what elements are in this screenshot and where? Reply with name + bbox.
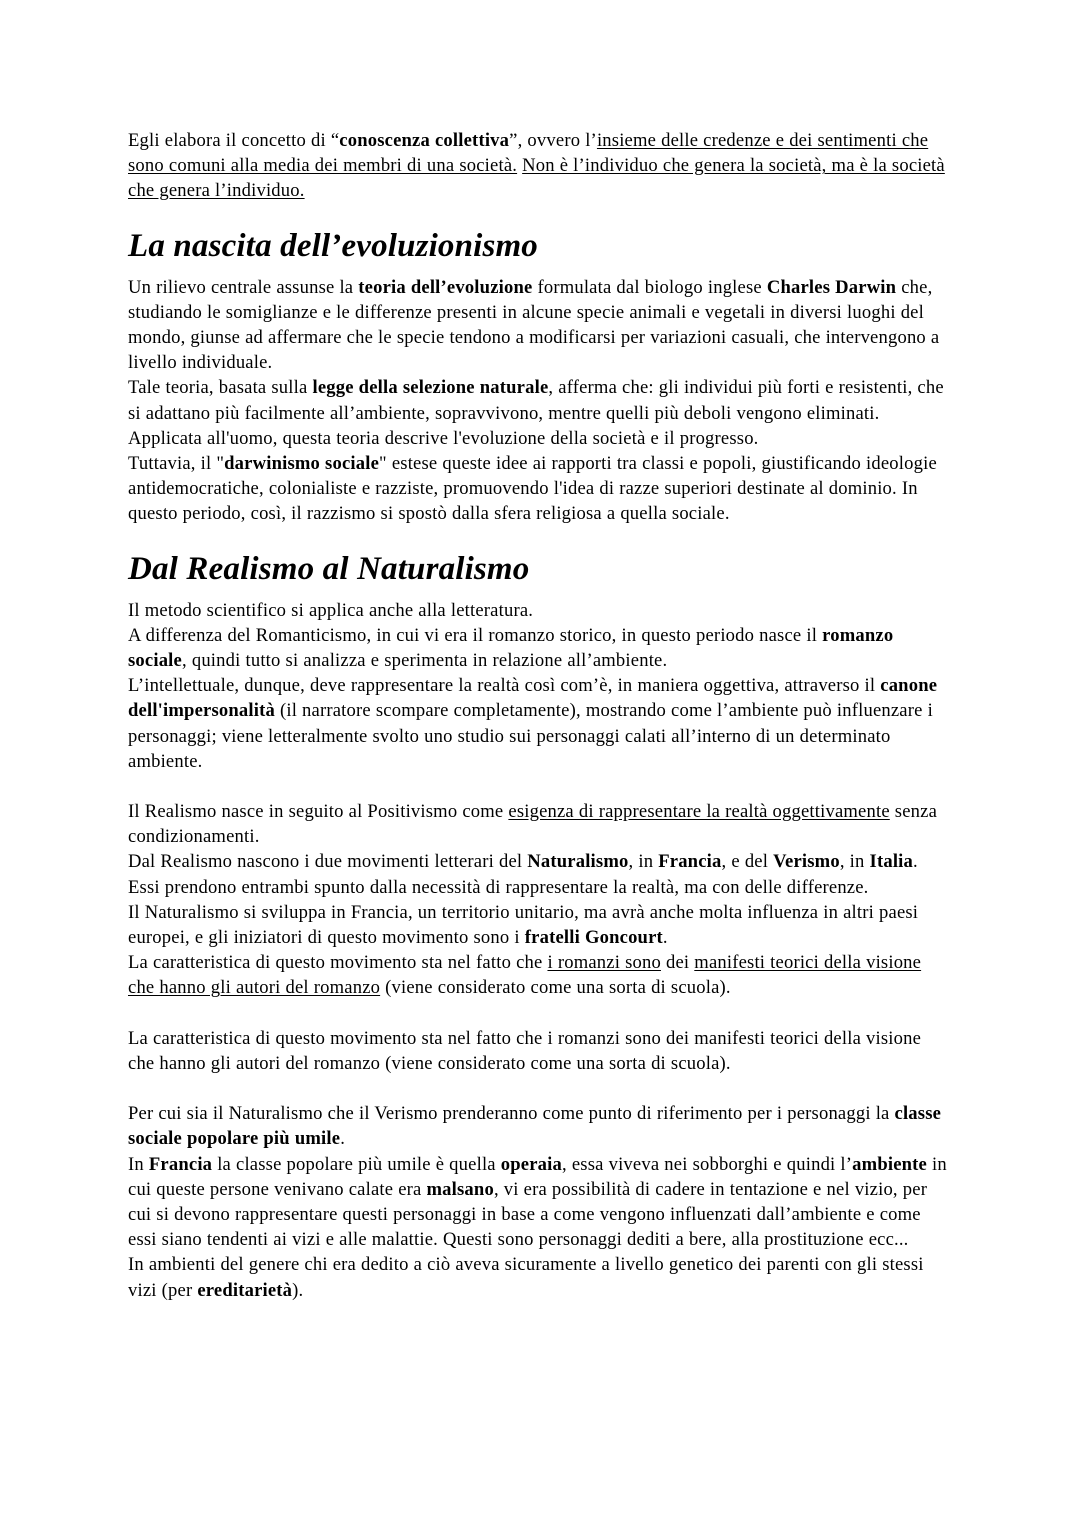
paragraph-gap-3 [128,1076,950,1101]
underlined-insieme-credenze: insieme delle credenze e dei sentimenti che sono comuni alla media dei membri di una società. [128,130,929,177]
bold-term-classe-sociale-popolare: classe sociale popolare più umile [128,1103,942,1150]
impersonalita-paragraph: L’intellettuale, dunque, deve rappresentare la realtà così com’è, in maniera oggettiva, attraverso il canone dell'impersonalità (il narratore scompare completamente), mostrando come l’ambiente può influenzare i personaggi; viene letteralmente svolto uno studio sui personaggi calati all’interno di un determinato ambiente. [128,675,938,772]
manifesti-teorici-paragraph: La caratteristica di questo movimento sta nel fatto che i romanzi sono dei manifesti teorici della visione che hanno gli autori del romanzo (viene considerato come una sorta di scuola). [128,952,922,999]
bold-term-verismo: Verismo [773,851,840,873]
operaia-paragraph: In Francia la classe popolare più umile è quella operaia, essa viveva nei sobborghi e quindi l’ambiente in cui queste persone venivano calate era malsano, vi era possibilità di cadere in tentazione e nel vizio, per cui si devono rappresentare questi personaggi in base a come vengono influenzati dall’ambiente e come essi siano tendenti ai vizi e alle malattie. Questi sono personaggi dediti a bere, alla prostituzione ecc... [128,1153,947,1251]
heading-spacer-bottom [128,266,950,275]
realismo-positivismo-paragraph: Il Realismo nasce in seguito al Positivismo come esigenza di rappresentare la realtà oggettivamente senza condizionamenti. [128,801,938,848]
selezione-naturale-paragraph: Tale teoria, basata sulla legge della selezione naturale, afferma che: gli individui più forti e resistenti, che si adattano più facilmente all’ambiente, sopravvivono, mentre quelli più deboli vengono eliminati. Applicata all'uomo, questa teoria descrive l'evoluzione della società e il progresso. [128,377,944,449]
underlined-i-romanzi-sono: i romanzi sono [547,952,661,974]
bold-term-darwinismo-sociale: darwinismo sociale [224,453,380,475]
metodo-scientifico-paragraph: Il metodo scientifico si applica anche alla letteratura. [128,599,534,621]
bold-term-francia-2: Francia [148,1153,213,1175]
bold-term-francia: Francia [658,851,722,873]
punto-riferimento-paragraph: Per cui sia il Naturalismo che il Verismo prenderanno come punto di riferimento per i personaggi la classe sociale popolare più umile. [128,1103,942,1150]
bold-term-ereditarieta: ereditarietà [197,1279,293,1301]
classi-sociali-paragraph: La caratteristica di questo movimento sta nel fatto che i romanzi sono dei manifesti teorici della visione che hanno gli autori del romanzo (viene considerato come una sorta di scuola). [128,1027,922,1074]
bold-term-italia: Italia [869,851,914,873]
bold-term-operaia: operaia [500,1153,562,1175]
bold-term-conoscenza-collettiva: conoscenza collettiva [339,130,510,151]
intro-paragraph: Egli elabora il concetto di “conoscenza collettiva”, ovvero l’insieme delle credenze e dei sentimenti che sono comuni alla media dei membri di una società. Non è l’individuo che genera la società, ma è la società che genera l’individuo. [128,130,945,202]
heading-nascita-evoluzionismo: La nascita dell’evoluzionismo [128,227,538,264]
bold-term-charles-darwin: Charles Darwin [766,276,897,298]
document-body [128,128,950,1303]
darwinismo-sociale-paragraph: Tuttavia, il "darwinismo sociale" estese queste idee ai rapporti tra classi e popoli, giustificando ideologie antidemocratiche, colonialiste e razziste, promuovendo l'idea di razze superiori destinate al dominio. In questo periodo, così, il razzismo si spostò dalla sfera religiosa a quella sociale. [128,453,937,525]
bold-term-canone-impersonalita: canone dell'impersonalità [128,675,938,722]
underlined-non-e-individuo: Non è l’individuo che genera la società, ma è la società che genera l’individuo. [128,155,945,202]
bold-term-ambiente: ambiente [852,1153,927,1175]
underlined-esigenza-rappresentare: esigenza di rappresentare la realtà oggettivamente [508,801,890,823]
paragraph-gap-2 [128,1001,950,1026]
heading-spacer-top [128,204,950,226]
darwin-paragraph: Un rilievo centrale assunse la teoria dell’evoluzione formulata dal biologo inglese Charles Darwin che, studiando le somiglianze e le differenze presenti in alcune specie animali e vegetali in diversi luoghi del mondo, giunse ad affermare che le specie tendono a modificarsi per variazioni casuali, che intervengono a livello individuale. [128,276,940,374]
heading-dal-realismo-al-naturalismo: Dal Realismo al Naturalismo [128,550,530,587]
bold-term-teoria-evoluzione: teoria dell’evoluzione [358,276,533,298]
bold-term-legge-selezione-naturale: legge della selezione naturale [312,377,549,399]
bold-term-naturalismo: Naturalismo [527,851,629,873]
movimenti-letterari-paragraph: Dal Realismo nascono i due movimenti letterari del Naturalismo, in Francia, e del Verismo, in Italia. Essi prendono entrambi spunto dalla necessità di rappresentare la realtà, ma con delle differenze. [128,851,918,898]
goncourt-paragraph: Il Naturalismo si sviluppa in Francia, un territorio unitario, ma avrà anche molta influenza in altri paesi europei, e gli iniziatori di questo movimento sono i fratelli Goncourt. [128,901,919,949]
heading-spacer-top-2 [128,527,950,549]
bold-term-malsano: malsano [426,1178,494,1200]
bold-term-romanzo-sociale: romanzo sociale [128,624,894,672]
bold-term-fratelli-goncourt: fratelli Goncourt [524,927,663,949]
romanzo-sociale-paragraph: A differenza del Romanticismo, in cui vi era il romanzo storico, in questo periodo nasce il romanzo sociale, quindi tutto si analizza e sperimenta in relazione all’ambiente. [128,624,894,672]
heading-spacer-bottom-2 [128,589,950,598]
paragraph-gap-1 [128,774,950,799]
underlined-manifesti-teorici: manifesti teorici della visione che hanno gli autori del romanzo [128,952,922,999]
ereditarieta-paragraph: In ambienti del genere chi era dedito a ciò aveva sicuramente a livello genetico dei parenti con gli stessi vizi (per ereditarietà). [128,1254,924,1301]
